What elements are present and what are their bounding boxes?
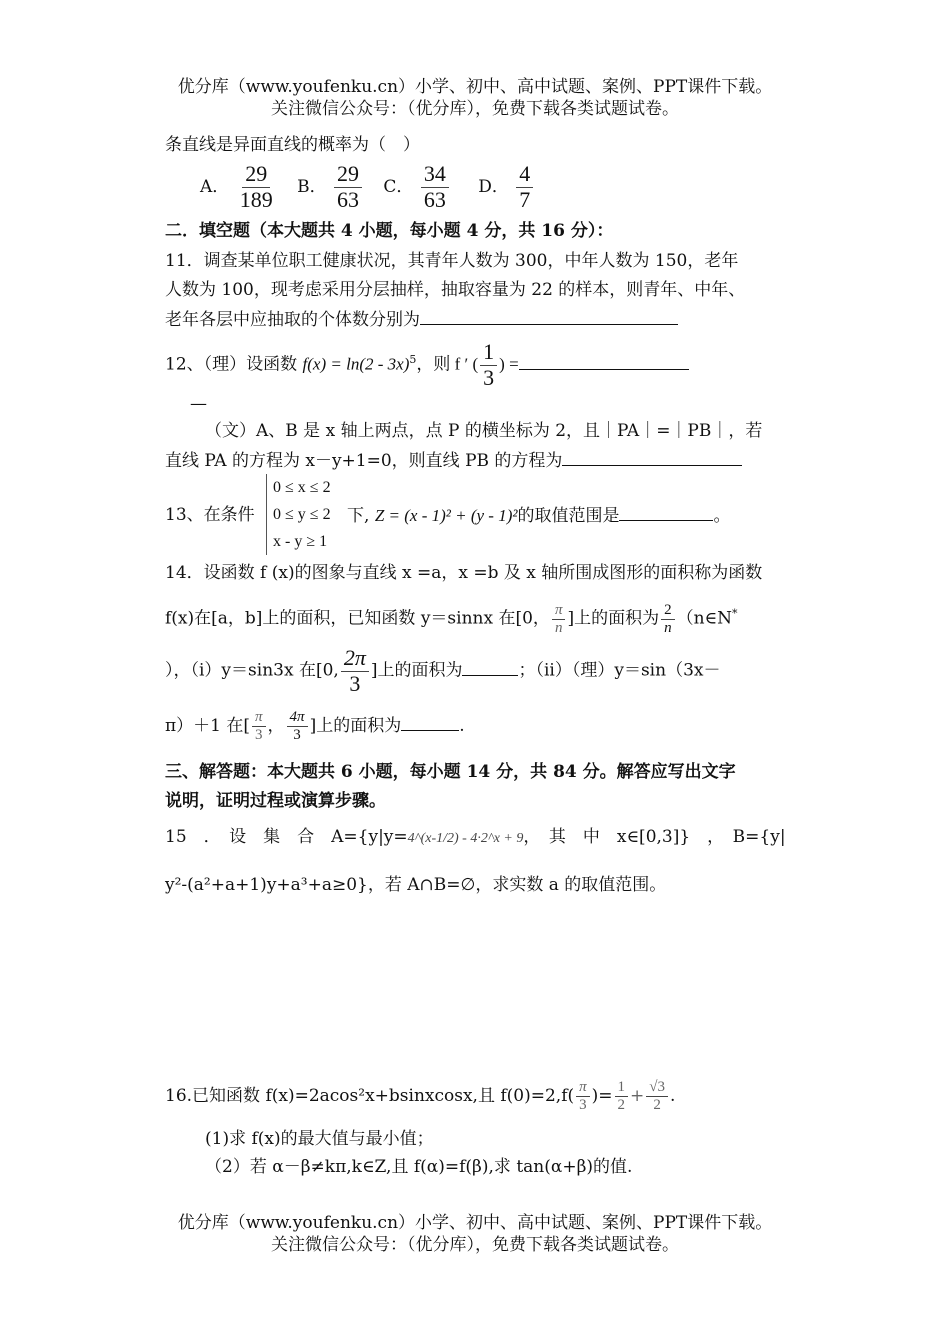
option-d-num: 4 bbox=[516, 162, 533, 188]
section-3-line-1: 三、解答题：本大题共 6 小题，每小题 14 分，共 84 分。解答应写出文字 bbox=[165, 762, 736, 782]
q16-one-half bbox=[615, 1079, 629, 1114]
q15-line-1-b: ， 其 中 x∈[0,3]} ， B={y| bbox=[523, 827, 786, 847]
q15-expression: 4^(x-1/2) - 4·2^x + 9 bbox=[407, 831, 524, 846]
q14-n2: n bbox=[664, 619, 672, 636]
q13-answer-blank bbox=[619, 504, 713, 521]
q11-line-2: 人数为 100，现考虑采用分层抽样，抽取容量为 22 的样本，则青年、中年、 bbox=[165, 280, 746, 300]
q14-line-2-b: ]上的面积为 bbox=[567, 608, 660, 629]
q16-line-2: (1)求 f(x)的最大值与最小值； bbox=[205, 1129, 434, 1149]
q14-two-pi-over-three bbox=[341, 646, 369, 696]
option-a-num: 29 bbox=[242, 162, 270, 188]
option-c-label: C． bbox=[383, 177, 414, 197]
q10-text: 条直线是异面直线的概率为（ ） bbox=[165, 135, 420, 155]
q12-answer-blank bbox=[519, 353, 689, 370]
q13-line bbox=[347, 504, 730, 527]
header-line-2: 关注微信公众号：（优分库），免费下载各类试题试卷。 bbox=[271, 99, 679, 119]
q13-suffix: 的取值范围是 bbox=[517, 506, 620, 526]
q14-pi-over-n bbox=[552, 602, 566, 637]
footer-line-1: 优分库（www.youfenku.cn）小学、初中、高中试题、案例、PPT课件下载。 bbox=[177, 1213, 773, 1233]
option-c-num: 34 bbox=[421, 162, 449, 188]
q14-two-over-n bbox=[661, 602, 675, 637]
option-b-num: 29 bbox=[334, 162, 362, 188]
q13-expression: Z = (x - 1)² + (y - 1)² bbox=[374, 506, 518, 525]
section-2-title: 二．填空题（本大题共 4 小题，每小题 4 分，共 16 分）： bbox=[165, 221, 614, 241]
q16-three: 3 bbox=[579, 1097, 587, 1113]
option-d-den: 7 bbox=[519, 187, 531, 212]
q13-end: 。 bbox=[713, 506, 731, 526]
option-c-den: 63 bbox=[423, 187, 446, 212]
option-b-den: 63 bbox=[337, 187, 359, 212]
q14-line-3-c: ；（ii）（理）y＝sin（3x－ bbox=[518, 660, 721, 681]
q12-fraction bbox=[480, 340, 497, 390]
option-d-fraction bbox=[516, 162, 533, 212]
q13-mid: 下, bbox=[347, 506, 375, 526]
q13-condition-2: 0 ≤ y ≤ 2 bbox=[273, 506, 331, 523]
q12-num: 1 bbox=[480, 340, 497, 366]
section-3-line-2: 说明，证明过程或演算步骤。 bbox=[165, 791, 386, 811]
header-line-1: 优分库（www.youfenku.cn）小学、初中、高中试题、案例、PPT课件下载。 bbox=[177, 77, 773, 97]
q16-sqrt3: √3 bbox=[646, 1079, 668, 1097]
q15-line-2: y²-(a²+a+1)y+a³+a≥0}，若 A∩B=∅，求实数 a 的取值范围。 bbox=[165, 875, 667, 895]
q14-line-2-c: （n∈N bbox=[676, 608, 733, 629]
q14-two-pi: 2π bbox=[341, 646, 369, 672]
q14-line-4-a: π）＋1 在[ bbox=[165, 716, 251, 736]
q12-wen-answer-blank bbox=[562, 449, 742, 466]
option-c-fraction bbox=[421, 162, 449, 212]
option-a-fraction bbox=[237, 162, 276, 212]
q12-function: f(x) = ln(2 - 3x) bbox=[302, 354, 410, 374]
q13-prefix: 13、在条件 bbox=[165, 505, 255, 525]
q11-line-3-text: 老年各层中应抽取的个体数分别为 bbox=[165, 310, 420, 330]
q14-line-4-b: ]上的面积为 bbox=[309, 716, 402, 736]
q11-line-3 bbox=[165, 308, 678, 331]
q12-exponent: 5 bbox=[409, 353, 417, 366]
q12-end: ) = bbox=[499, 354, 519, 374]
q16-two: 2 bbox=[617, 1097, 626, 1113]
q16-line-1-a: 16.已知函数 f(x)=2acos²x+bsinxcosx,且 f(0)=2,f( bbox=[165, 1086, 575, 1106]
q12-dash: — bbox=[190, 394, 207, 414]
q16-one: 1 bbox=[615, 1079, 629, 1097]
q14-line-3 bbox=[165, 646, 720, 696]
q16-line-1 bbox=[165, 1072, 675, 1120]
q12-prefix: 12、（理）设函数 bbox=[165, 354, 303, 375]
q14-four-pi: 4π bbox=[287, 709, 308, 727]
q14-line-4 bbox=[165, 702, 465, 750]
q14-line-3-b: ]上的面积为 bbox=[370, 660, 463, 681]
q11-line-1: 11．调查某单位职工健康状况，其青年人数为 300，中年人数为 150，老年 bbox=[165, 251, 739, 271]
q13-condition-system bbox=[266, 474, 331, 555]
q14-answer-blank-2 bbox=[401, 714, 459, 731]
q14-line-1: 14．设函数 f (x)的图象与直线 x =a，x =b 及 x 轴所围成图形的面积称为函数 bbox=[165, 563, 763, 583]
q14-comma: ， bbox=[267, 716, 285, 736]
q14-four-pi-over-three bbox=[287, 709, 308, 744]
q12-wen-line-2-text: 直线 PA 的方程为 x－y+1=0，则直线 PB 的方程为 bbox=[165, 451, 563, 471]
q12-derivative: ，则 f ′ ( bbox=[416, 354, 479, 374]
option-b-label: B． bbox=[297, 177, 327, 197]
q14-three: 3 bbox=[349, 670, 361, 696]
q14-three-2: 3 bbox=[255, 727, 263, 743]
q10-options bbox=[200, 162, 535, 213]
q14-three-3: 3 bbox=[293, 727, 301, 743]
q16-plus: + bbox=[630, 1086, 645, 1106]
q12-wen-line-2 bbox=[165, 449, 742, 472]
q15-line-1-a: 15 ． 设 集 合 A={y|y= bbox=[165, 827, 408, 847]
q14-star: * bbox=[732, 607, 738, 620]
option-a-label: A． bbox=[200, 177, 230, 197]
q16-dot: . bbox=[670, 1086, 676, 1106]
footer-line-2: 关注微信公众号：（优分库），免费下载各类试题试卷。 bbox=[271, 1235, 679, 1255]
q16-pi-over-three bbox=[576, 1079, 590, 1114]
q16-sqrt3-over-two bbox=[646, 1079, 668, 1114]
option-d-label: D． bbox=[478, 177, 509, 197]
q14-pi-2: π bbox=[252, 709, 266, 727]
q12-wen-line-1: （文）A、B 是 x 轴上两点，点 P 的横坐标为 2，且｜PA｜=｜PB｜，若 bbox=[205, 421, 763, 441]
option-a-den: 189 bbox=[239, 187, 273, 212]
q14-answer-blank-1 bbox=[462, 659, 518, 676]
q14-line-3-a: ），（i）y＝sin3x 在[0, bbox=[165, 660, 339, 681]
q16-line-3: （2）若 α－β≠kπ,k∈Z,且 f(α)=f(β),求 tan(α+β)的值. bbox=[205, 1157, 633, 1177]
q13-condition-1: 0 ≤ x ≤ 2 bbox=[273, 479, 331, 496]
q16-pi: π bbox=[576, 1079, 590, 1097]
q12-line bbox=[165, 338, 689, 390]
q14-n: n bbox=[554, 619, 563, 636]
q14-two: 2 bbox=[661, 602, 675, 620]
q14-line-4-c: . bbox=[459, 716, 465, 736]
q14-line-2 bbox=[165, 590, 738, 643]
q16-two-2: 2 bbox=[653, 1097, 661, 1113]
q15-line-1 bbox=[165, 826, 786, 850]
q16-equals: )= bbox=[591, 1086, 613, 1106]
option-b-fraction bbox=[334, 162, 362, 212]
q14-pi-over-three bbox=[252, 709, 266, 744]
q11-answer-blank bbox=[420, 308, 678, 325]
q14-line-2-a: f(x)在[a，b]上的面积，已知函数 y＝sinnx 在[0， bbox=[165, 608, 550, 629]
q12-den: 3 bbox=[483, 364, 495, 390]
q13-condition-3: x - y ≥ 1 bbox=[273, 533, 328, 550]
q14-pi: π bbox=[552, 602, 566, 620]
